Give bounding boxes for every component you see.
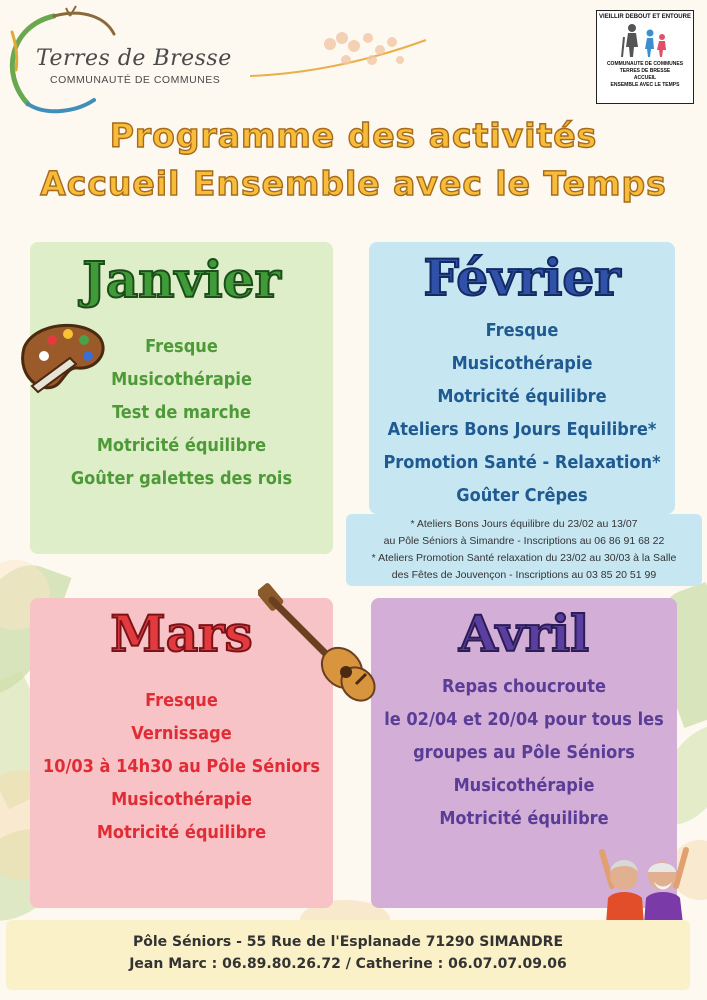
logo-name: Terres de Bresse bbox=[36, 46, 232, 71]
contact-footer bbox=[6, 920, 690, 990]
activity-item: 10/03 à 14h30 au Pôle Séniors bbox=[42, 756, 321, 777]
activity-item: Fresque bbox=[145, 690, 218, 711]
activity-item: Repas choucroute bbox=[441, 676, 606, 697]
badge-line: ACCUEIL bbox=[633, 75, 657, 81]
activity-item: Vernissage bbox=[131, 723, 232, 744]
month-title-january: Janvier bbox=[82, 250, 281, 309]
badge-heading: VIEILLIR DEBOUT ET ENTOURE bbox=[599, 14, 691, 20]
page-title-line-2: Accueil Ensemble avec le Temps bbox=[40, 164, 667, 203]
footer-address: Pôle Séniors - 55 Rue de l'Esplanade 71290 SIMANDRE bbox=[132, 934, 564, 950]
flower-sprig-icon bbox=[250, 30, 430, 100]
month-title-march: Mars bbox=[110, 604, 253, 663]
ukulele-icon bbox=[258, 580, 384, 706]
logo-subtitle: COMMUNAUTÉ DE COMMUNES bbox=[50, 74, 221, 86]
activity-item: Test de marche bbox=[112, 402, 251, 423]
activity-item: Motricité équilibre bbox=[96, 435, 267, 456]
program-badge bbox=[596, 10, 694, 104]
february-footnotes bbox=[346, 514, 702, 586]
activity-item: Promotion Santé - Relaxation* bbox=[383, 452, 661, 473]
activity-item: Ateliers Bons Jours Equilibre* bbox=[387, 419, 657, 440]
activity-item: Musicothérapie bbox=[451, 353, 593, 374]
month-title-february: Février bbox=[423, 248, 621, 307]
footnote-line: * Ateliers Bons Jours équilibre du 23/02 au 13/07 bbox=[410, 518, 638, 530]
activity-item: Musicothérapie bbox=[111, 369, 252, 390]
footnote-line: * Ateliers Promotion Santé relaxation du 23/02 au 30/03 à la Salle bbox=[371, 552, 677, 564]
march-activity-list bbox=[30, 684, 333, 849]
activity-item: Musicothérapie bbox=[111, 789, 252, 810]
january-card bbox=[30, 242, 333, 554]
april-activity-list bbox=[371, 670, 677, 835]
footnote-line: au Pôle Séniors à Simandre - Inscriptions au 06 86 91 68 22 bbox=[383, 535, 665, 547]
badge-line: TERRES DE BRESSE bbox=[619, 68, 671, 74]
activity-item: groupes au Pôle Séniors bbox=[413, 742, 635, 763]
footer-phones: Jean Marc : 06.89.80.26.72 / Catherine : 06.07.07.09.06 bbox=[129, 956, 567, 972]
footnote-line: des Fêtes de Jouvençon - Inscriptions au 03 85 20 51 99 bbox=[391, 569, 657, 581]
family-walking-icon bbox=[620, 23, 670, 59]
paint-palette-icon bbox=[14, 318, 106, 398]
page-title-line-1: Programme des activités bbox=[109, 116, 598, 155]
activity-item: Fresque bbox=[145, 336, 218, 357]
month-title-april: Avril bbox=[458, 604, 590, 663]
activity-item: Motricité équilibre bbox=[437, 386, 607, 407]
badge-line: ENSEMBLE AVEC LE TEMPS bbox=[610, 82, 680, 88]
activity-item: Musicothérapie bbox=[453, 775, 595, 796]
activity-item: Goûter galettes des rois bbox=[70, 468, 293, 489]
activity-item: Goûter Crêpes bbox=[456, 485, 588, 506]
february-card bbox=[369, 242, 675, 514]
terres-de-bresse-logo bbox=[6, 4, 256, 114]
activity-item: le 02/04 et 20/04 pour tous les bbox=[384, 709, 664, 730]
activity-item: Motricité équilibre bbox=[96, 822, 267, 843]
activity-item: Motricité équilibre bbox=[439, 808, 609, 829]
badge-line: COMMUNAUTE DE COMMUNES bbox=[606, 61, 684, 67]
february-activity-list bbox=[369, 314, 675, 512]
activity-item: Fresque bbox=[485, 320, 559, 341]
